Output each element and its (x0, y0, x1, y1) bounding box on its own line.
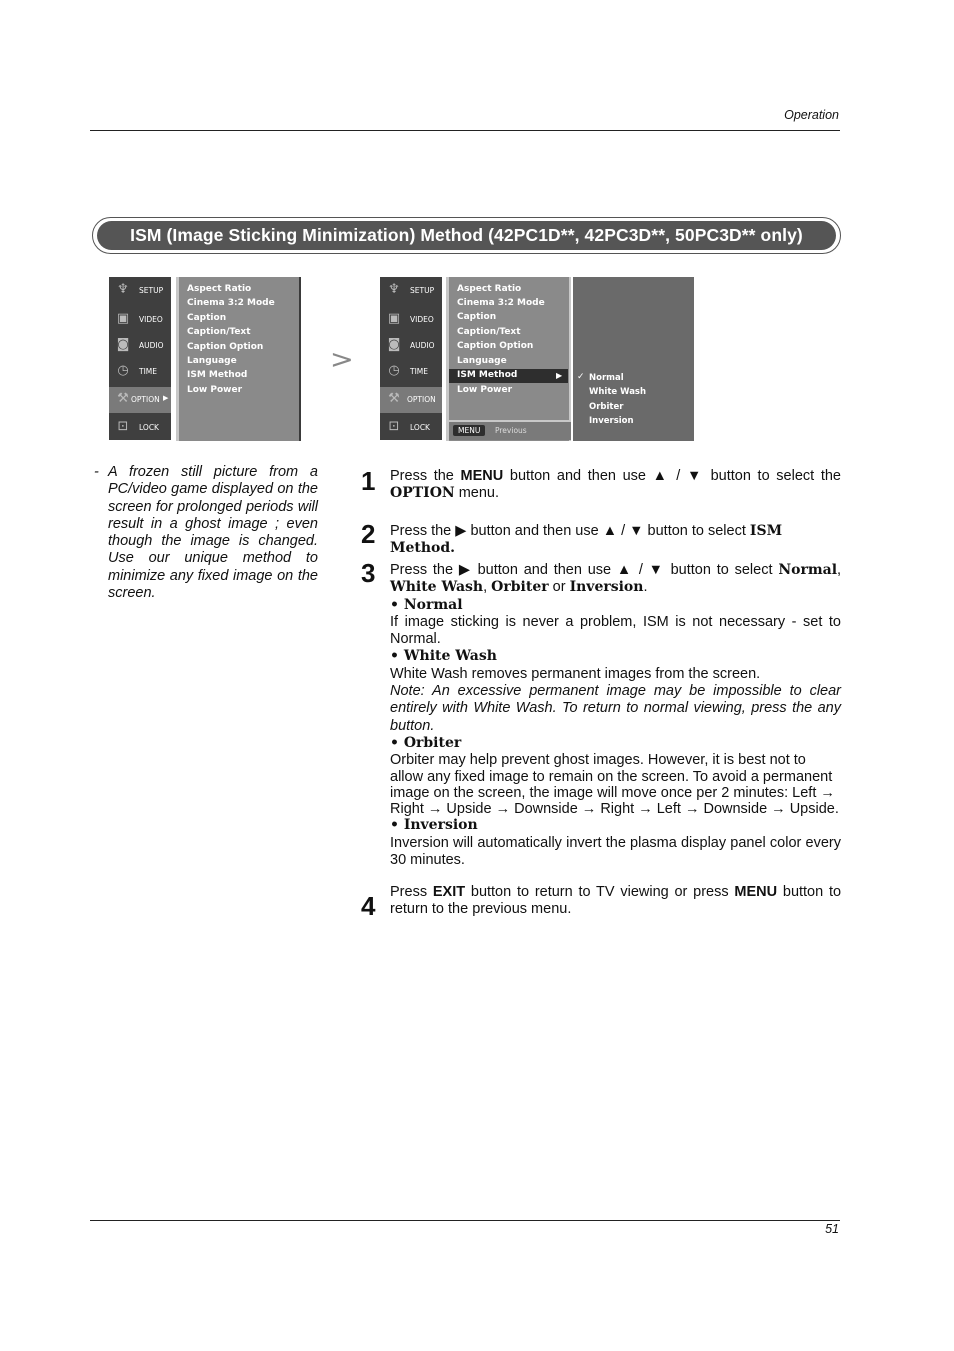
osd-icon-lock: ⊡ LOCK (109, 415, 171, 441)
menu-item: Language (457, 356, 507, 366)
step-number: 2 (361, 519, 376, 549)
menu-item-ism-selected: ISM Method (457, 370, 518, 380)
menu-item: Cinema 3:2 Mode (457, 298, 545, 308)
osd-icon-option: ⚒ OPTION ▶ (109, 387, 171, 413)
menu-item: Aspect Ratio (187, 284, 252, 294)
side-note-text: A frozen still picture from a PC/video game displayed on the screen for prolonged periods will result in a ghost image ; even though the image is changed. Use our unique method to minimize any fixed image on the screen. (108, 464, 318, 602)
osd-icon-time: ◷ TIME (380, 359, 442, 385)
osd-menu-option (109, 277, 301, 441)
transition-arrow-icon: > (329, 345, 354, 375)
menu-item: Cinema 3:2 Mode (187, 298, 275, 308)
padlock-icon: ⊡ (117, 419, 129, 434)
osd-footer-bar (449, 420, 571, 440)
section-label: Operation (784, 108, 839, 122)
step-number: 1 (361, 466, 376, 496)
speaker-icon: ◙ (116, 337, 130, 352)
menu-item: Caption/Text (187, 327, 251, 337)
menu-item: Aspect Ratio (457, 284, 522, 294)
osd-icon-setup: ♆ SETUP (109, 278, 171, 304)
menu-item: Caption Option (187, 342, 264, 352)
step-3-text: Press the ▶ button and then use ▲ / ▼ button to select Normal, White Wash, Orbiter or Inversion. • Normal If image sticking is never a problem, ISM is not necessary - set to Normal. • White Wash White Wash removes permanent images from the screen. Note: An excessive permanent image may be impossible to clear entirely with White Wash. To return to normal viewing, press the any button. • Orbiter Orbiter may help prevent ghost images. However, it is best not to allow any fixed image to remain on the screen. To avoid a permanent image on the screen, the image will move once per 2 minutes: Left → Right → Upside → Downside → Right → Left → Downside → Upside. • Inversion Inversion will automatically invert the plasma display panel color every 30 minutes. (390, 562, 842, 869)
osd-icon-setup: ♆ SETUP (380, 278, 442, 304)
submenu-item-inversion: Inversion (589, 416, 634, 426)
footer-rule (90, 1220, 840, 1221)
option-arrow-icon: ▶ (163, 394, 169, 402)
clock-icon: ◷ (117, 363, 129, 378)
tv-screen-icon: ▣ (116, 311, 130, 326)
menu-item: Caption (187, 313, 227, 323)
menu-item: Caption Option (457, 341, 534, 351)
normal-text: If image sticking is never a problem, ISM is not necessary - set to Normal. (390, 613, 841, 648)
menu-item: Caption/Text (457, 327, 521, 337)
white-wash-note: Note: An excessive permanent image may be impossible to clear entirely with White Wash. To return to normal viewing, press the any button. (390, 683, 841, 734)
wrench-icon: ⚒ (388, 391, 400, 406)
tv-screen-icon: ▣ (387, 311, 401, 326)
step-number: 4 (361, 891, 376, 921)
checkmark-icon: ✓ (577, 371, 585, 381)
step-number: 3 (361, 558, 376, 588)
menu-item: Language (187, 356, 237, 366)
up-down-arrows-icon: ▲ / ▼ (602, 523, 644, 539)
osd-option-list (176, 277, 301, 441)
up-down-arrows-icon: ▲ / ▼ (616, 562, 665, 578)
speaker-icon: ◙ (387, 337, 401, 352)
orbiter-text: Orbiter may help prevent ghost images. However, it is best not to allow any fixed image to remain on the screen. To avoid a permanent image on the screen, the image will move once per 2 minutes: Left → Right → Upside → Downside → Right → Left → Downside → Upside. (390, 752, 839, 818)
white-wash-text: White Wash removes permanent images from the screen. (390, 665, 761, 682)
osd-icon-lock: ⊡ LOCK (380, 415, 442, 441)
header-rule (90, 130, 840, 131)
step-2-text: Press the ▶ button and then use ▲ / ▼ button to select ISM Method. (390, 523, 783, 557)
submenu-item-white-wash: White Wash (589, 387, 647, 397)
step-4-text: Press EXIT button to return to TV viewing or press MENU button to return to the previous menu. (390, 884, 842, 918)
osd-option-list (446, 277, 571, 441)
normal-heading: • Normal (390, 596, 463, 613)
inversion-heading: • Inversion (390, 817, 478, 834)
white-wash-heading: • White Wash (390, 648, 497, 665)
osd-icon-column (109, 277, 171, 440)
satellite-dish-icon: ♆ (388, 282, 400, 297)
menu-item: Caption (457, 312, 497, 322)
satellite-dish-icon: ♆ (117, 282, 129, 297)
page-title: ISM (Image Sticking Minimization) Method (42PC1D**, 42PC3D**, 50PC3D** only) (97, 221, 836, 250)
menu-button-label: MENU (453, 425, 485, 436)
menu-item: Low Power (187, 385, 243, 395)
page-number: 51 (825, 1222, 839, 1236)
osd-icon-column (380, 277, 442, 440)
osd-icon-audio: ◙ AUDIO (387, 337, 435, 352)
padlock-icon: ⊡ (388, 419, 400, 434)
title-banner (92, 217, 841, 254)
osd-menu-ism (380, 277, 694, 441)
wrench-icon: ⚒ (117, 391, 129, 406)
previous-label: Previous (495, 426, 527, 435)
submenu-item-orbiter: Orbiter (589, 402, 624, 412)
step-1-text: Press the MENU button and then use ▲ / ▼ button to select the OPTION menu. (390, 468, 841, 502)
submenu-arrow-icon: ▶ (556, 371, 563, 380)
osd-icon-video: ▣ VIDEO (116, 311, 163, 326)
menu-item: ISM Method (187, 370, 248, 380)
osd-icon-video: ▣ VIDEO (387, 311, 434, 326)
right-arrow-icon: ▶ (458, 562, 472, 578)
up-down-arrows-icon: ▲ / ▼ (652, 468, 704, 484)
inversion-text: Inversion will automatically invert the plasma display panel color every 30 minutes. (390, 834, 841, 869)
orbiter-heading: • Orbiter (390, 734, 462, 751)
clock-icon: ◷ (388, 363, 400, 378)
right-arrow-icon: ▶ (455, 523, 467, 539)
menu-item: Low Power (457, 385, 513, 395)
submenu-item-normal: Normal (589, 373, 624, 383)
osd-icon-audio: ◙ AUDIO (116, 337, 164, 352)
osd-ism-submenu (573, 277, 694, 441)
osd-icon-time: ◷ TIME (109, 359, 171, 385)
osd-icon-option: ⚒ OPTION (380, 387, 442, 413)
